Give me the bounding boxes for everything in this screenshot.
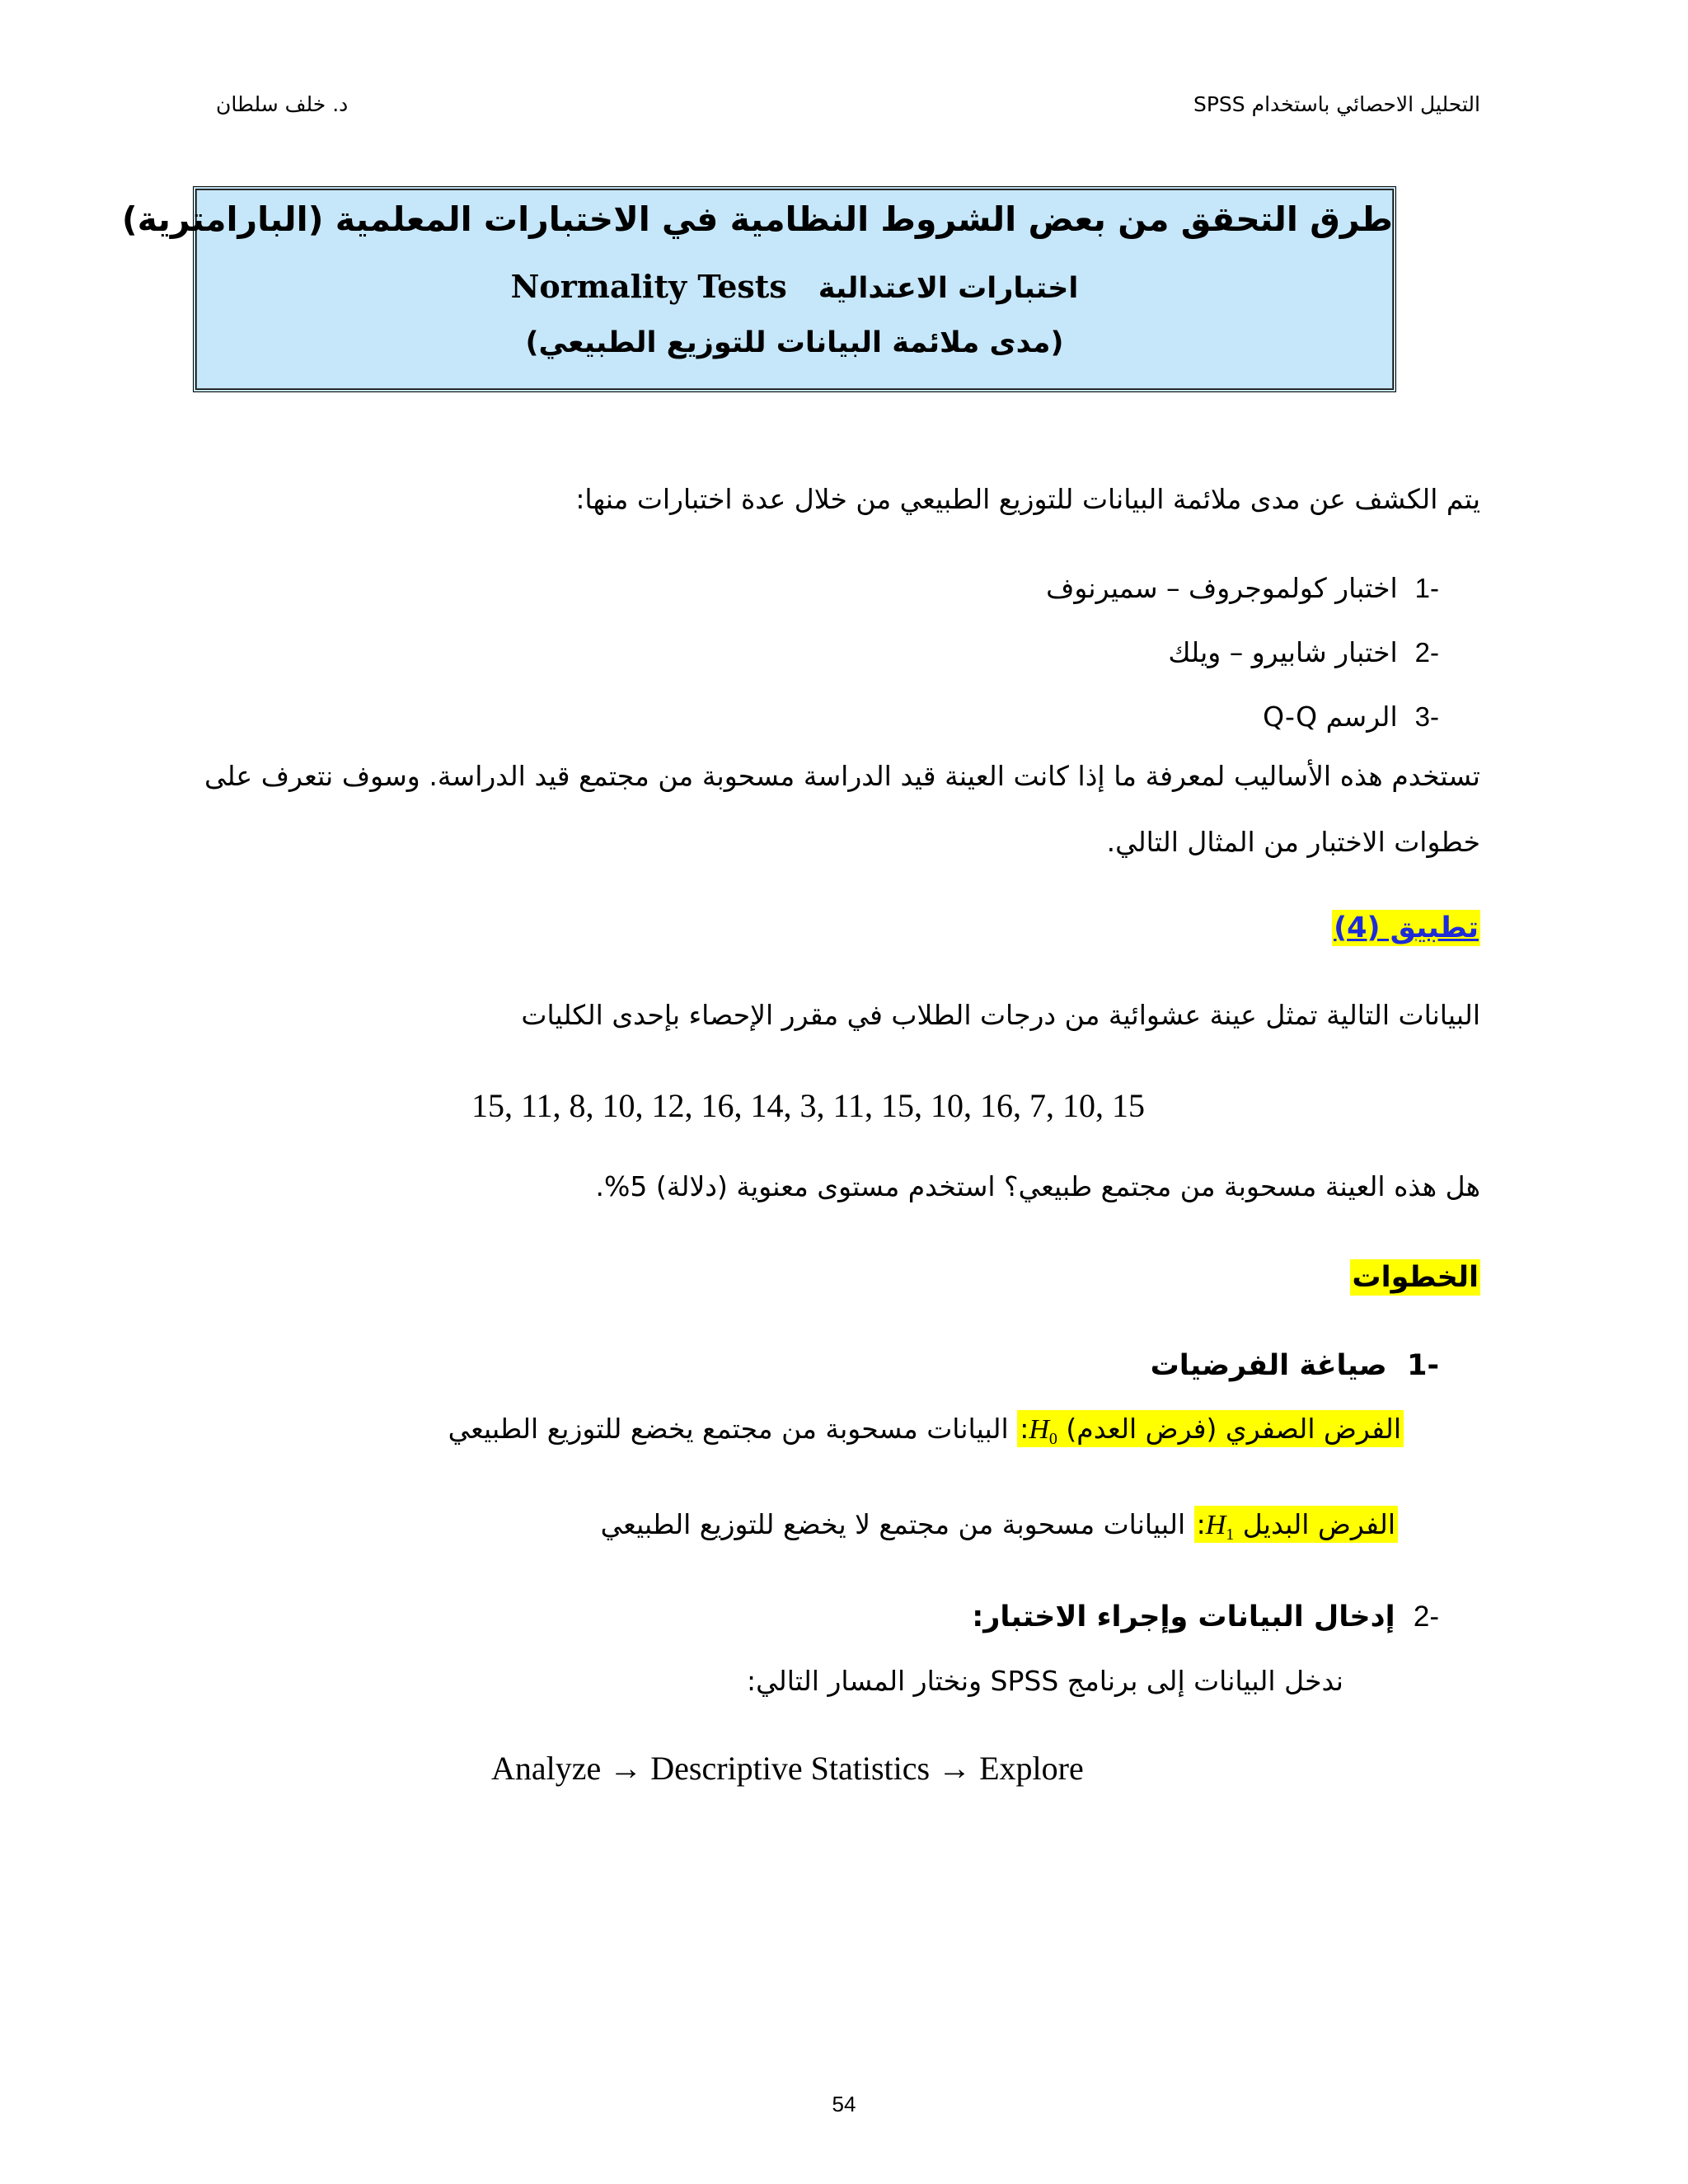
list-item-text: الرسم Q-Q xyxy=(1263,701,1398,733)
h1-symbol-subscript: 1 xyxy=(1226,1526,1235,1544)
usage-paragraph-line1: تستخدم هذه الأساليب لمعرفة ما إذا كانت العينة قيد الدراسة مسحوبة من مجتمع قيد الدراسة. وسوف نتعرف على xyxy=(204,760,1480,792)
h0-colon: : xyxy=(1020,1413,1029,1445)
title-subtitle-english: Normality Tests xyxy=(510,268,787,305)
spss-menu-path: Analyze → Descriptive Statistics → Explore xyxy=(491,1750,1084,1787)
header-author: د. خلف سلطان xyxy=(216,92,349,116)
title-box xyxy=(121,186,1396,392)
sample-data-values: 15, 11, 8, 10, 12, 16, 14, 3, 11, 15, 10, 16, 7, 10, 15 xyxy=(471,1087,1146,1124)
list-item-number: -1 xyxy=(1414,573,1439,603)
h1-symbol xyxy=(1205,1510,1235,1544)
usage-paragraph-line2: خطوات الاختبار من المثال التالي. xyxy=(1106,826,1480,858)
alternative-hypothesis xyxy=(601,1508,1398,1544)
application-title: تطبيق (4) xyxy=(1334,912,1479,944)
step2-instruction: ندخل البيانات إلى برنامج SPSS ونختار المسار التالي: xyxy=(747,1665,1343,1697)
step1-title: صياغة الفرضيات xyxy=(1150,1349,1387,1382)
h1-label-text: الفرض البديل xyxy=(1242,1508,1395,1540)
h0-symbol-letter: H xyxy=(1029,1414,1049,1445)
page-number: 54 xyxy=(832,2092,856,2116)
intro-paragraph: يتم الكشف عن مدى ملائمة البيانات للتوزيع الطبيعي من خلال عدة اختبارات منها: xyxy=(575,483,1480,515)
list-item xyxy=(1046,572,1439,605)
null-hypothesis-text: البيانات مسحوبة من مجتمع يخضع للتوزيع الطبيعي xyxy=(448,1413,1009,1445)
h0-symbol-subscript: 0 xyxy=(1048,1430,1057,1448)
title-subtitle-arabic: اختبارات الاعتدالية xyxy=(818,272,1079,305)
null-hypothesis xyxy=(448,1413,1404,1449)
alternative-hypothesis-label xyxy=(1194,1506,1398,1543)
list-item xyxy=(1168,636,1439,669)
title-subtitle xyxy=(196,268,1393,305)
null-hypothesis-label xyxy=(1017,1410,1404,1447)
title-main: طرق التحقق من بعض الشروط النظامية في الاختبارات المعلمية (البارامترية) xyxy=(121,199,1393,239)
step2-title: إدخال البيانات وإجراء الاختبار: xyxy=(972,1601,1395,1633)
h0-label-text: الفرض الصفري (فرض العدم) xyxy=(1066,1413,1401,1445)
list-item-text: اختبار كولموجروف – سميرنوف xyxy=(1046,572,1398,604)
step2-heading xyxy=(972,1601,1439,1633)
list-item xyxy=(1263,701,1439,733)
list-item-text: اختبار شابيرو – ويلك xyxy=(1168,636,1398,668)
list-item-number: -2 xyxy=(1414,637,1439,668)
h1-colon: : xyxy=(1196,1508,1206,1540)
steps-title: الخطوات xyxy=(1352,1261,1479,1294)
header-document-title: التحليل الاحصائي باستخدام SPSS xyxy=(1193,92,1480,116)
title-note: (مدى ملائمة البيانات للتوزيع الطبيعي) xyxy=(525,326,1064,359)
application-question: هل هذه العينة مسحوبة من مجتمع طبيعي؟ استخدم مستوى معنوية (دلالة) 5%. xyxy=(595,1170,1480,1202)
step1-number: -1 xyxy=(1407,1349,1439,1382)
alternative-hypothesis-text: البيانات مسحوبة من مجتمع لا يخضع للتوزيع الطبيعي xyxy=(600,1508,1186,1540)
step2-number: -2 xyxy=(1413,1601,1439,1633)
step1-heading xyxy=(1151,1349,1439,1382)
list-item-number: -3 xyxy=(1414,701,1439,732)
application-description: البيانات التالية تمثل عينة عشوائية من درجات الطلاب في مقرر الإحصاء بإحدى الكليات xyxy=(521,999,1480,1031)
h1-symbol-letter: H xyxy=(1205,1510,1226,1540)
h0-symbol xyxy=(1029,1414,1057,1448)
